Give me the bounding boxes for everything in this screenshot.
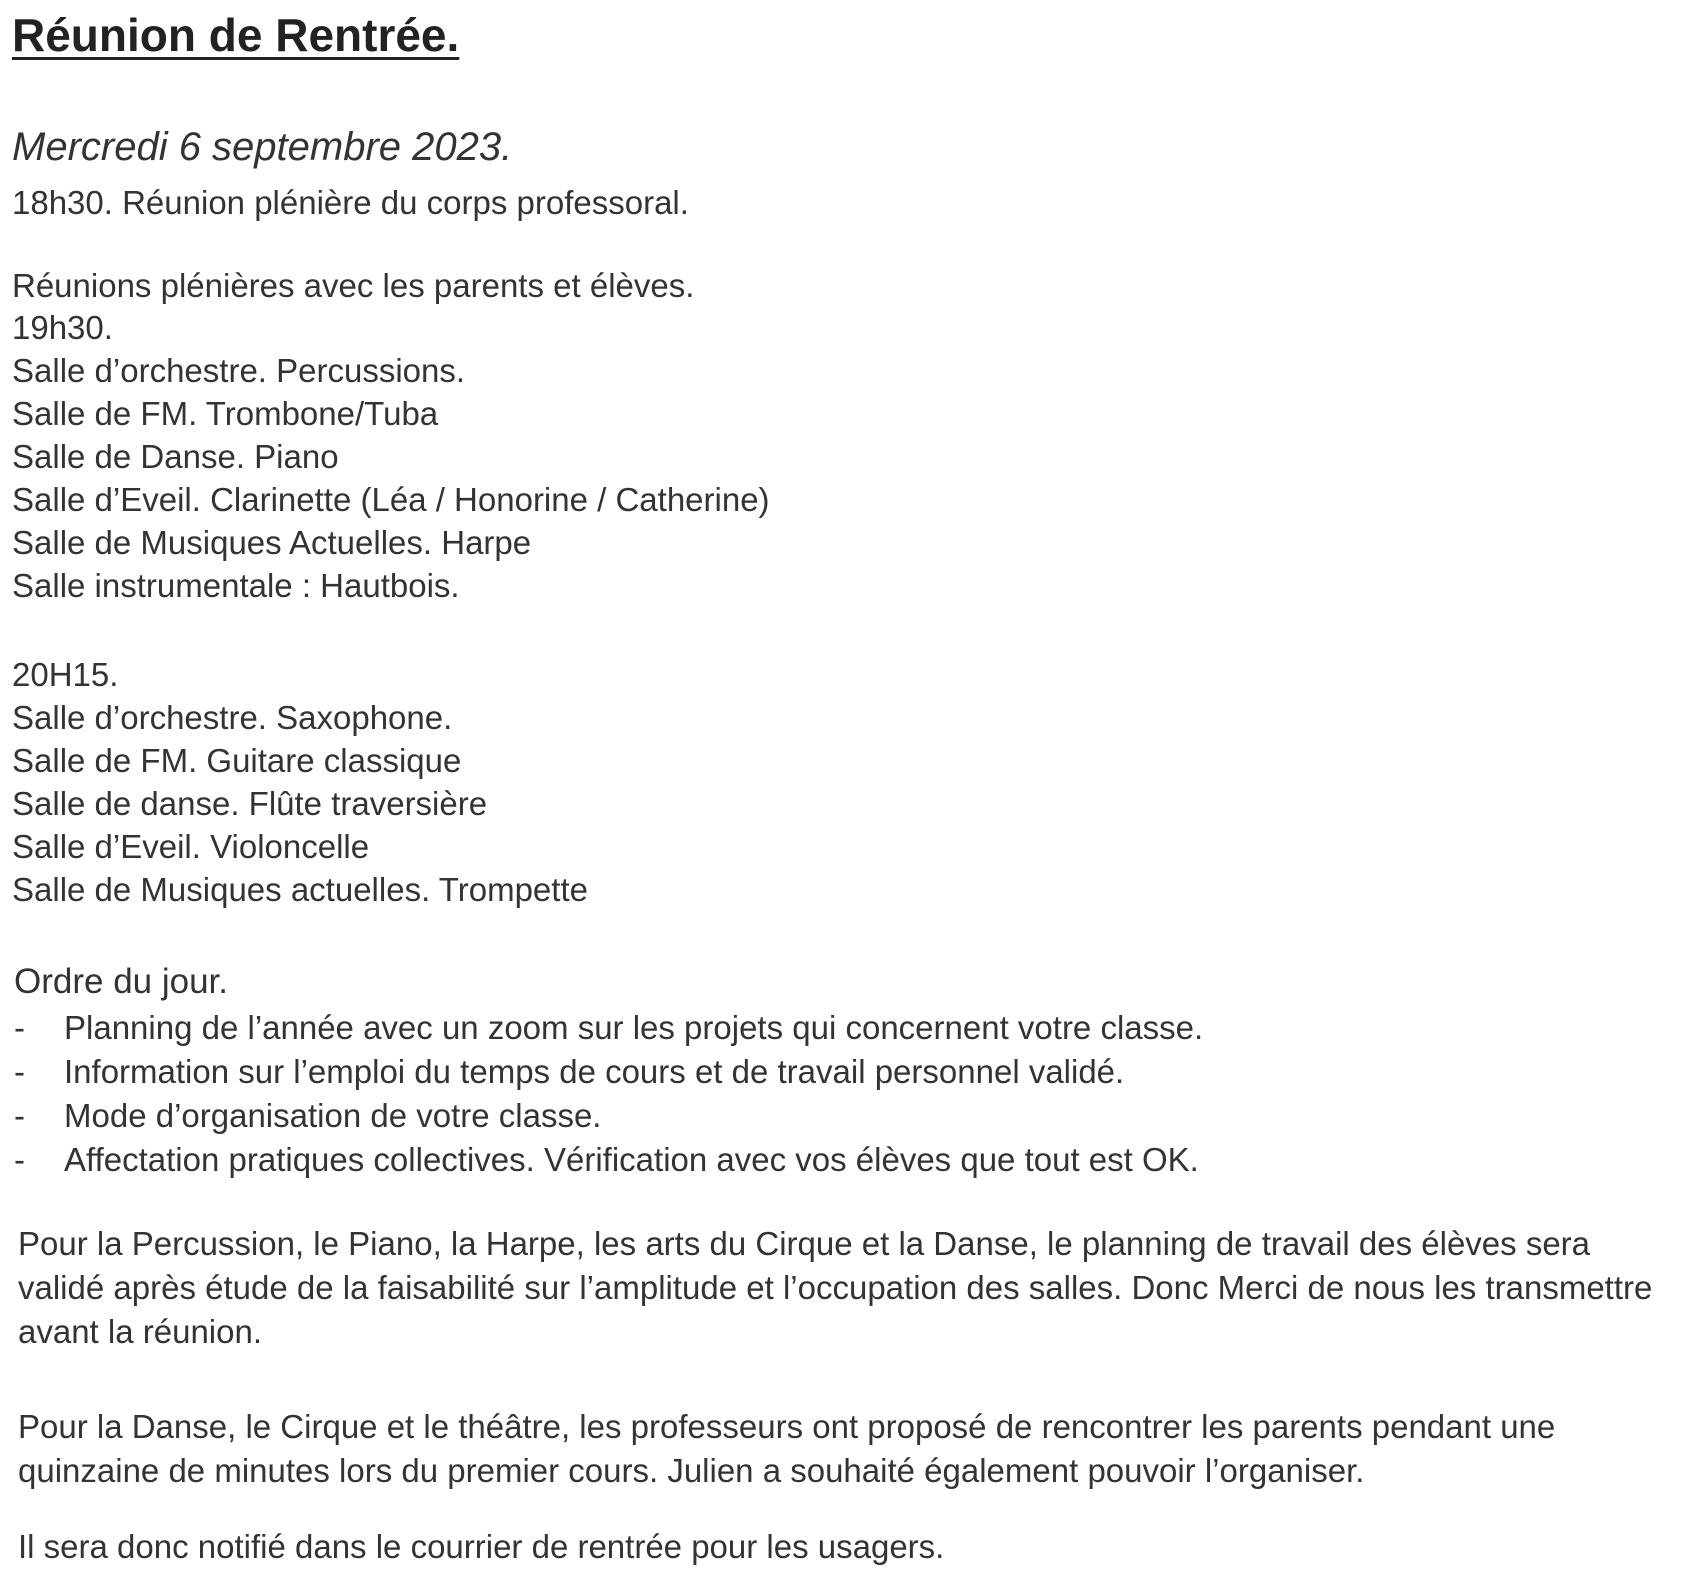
session-2-room: Salle de danse. Flûte traversière xyxy=(12,785,488,822)
session-2-room: Salle de Musiques actuelles. Trompette xyxy=(12,871,588,908)
session-1-room: Salle d’orchestre. Percussions. xyxy=(12,352,466,389)
paragraph-first-lesson: Pour la Danse, le Cirque et le théâtre, les professeurs ont proposé de rencontrer les parents pendant une quinzaine de minutes lors du premier cours. Julien a souhaité également pouvoir l’organiser. xyxy=(18,1408,1556,1489)
session-1-room: Salle d’Eveil. Clarinette (Léa / Honorine / Catherine) xyxy=(12,481,770,518)
parents-meetings-heading: Réunions plénières avec les parents et élèves. xyxy=(12,267,695,304)
paragraph-planning: Pour la Percussion, le Piano, la Harpe, les arts du Cirque et la Danse, le planning de travail des élèves sera validé après étude de la faisabilité sur l’amplitude et l’occupation des salles. Donc Merci de nous les transmettre avant la réunion. xyxy=(18,1225,1653,1350)
faculty-meeting-line: 18h30. Réunion plénière du corps professoral. xyxy=(12,184,689,221)
session-1-room: Salle instrumentale : Hautbois. xyxy=(12,567,460,604)
meeting-date: Mercredi 6 septembre 2023. xyxy=(12,125,513,169)
agenda-item xyxy=(14,1094,1203,1138)
agenda-item-text: Planning de l’année avec un zoom sur les projets qui concernent votre classe. xyxy=(64,1009,1204,1046)
agenda-item-text: Mode d’organisation de votre classe. xyxy=(64,1097,602,1134)
session-2-room: Salle d’Eveil. Violoncelle xyxy=(12,828,370,865)
agenda-list xyxy=(14,1006,1203,1182)
session-2-room: Salle d’orchestre. Saxophone. xyxy=(12,699,453,736)
session-2-time: 20H15. xyxy=(12,656,119,693)
agenda-item-text: Affectation pratiques collectives. Vérification avec vos élèves que tout est OK. xyxy=(64,1141,1199,1178)
agenda-item xyxy=(14,1138,1203,1182)
bullet-dash: - xyxy=(14,1097,25,1134)
session-1-room: Salle de Danse. Piano xyxy=(12,438,339,475)
session-1-time: 19h30. xyxy=(12,309,113,346)
agenda-item xyxy=(14,1050,1203,1094)
session-2-room: Salle de FM. Guitare classique xyxy=(12,742,462,779)
session-1-room: Salle de Musiques Actuelles. Harpe xyxy=(12,524,532,561)
paragraph-notification: Il sera donc notifié dans le courrier de rentrée pour les usagers. xyxy=(18,1528,945,1565)
agenda-item-text: Information sur l’emploi du temps de cours et de travail personnel validé. xyxy=(64,1053,1125,1090)
agenda-item xyxy=(14,1006,1203,1050)
bullet-dash: - xyxy=(14,1009,25,1046)
bullet-dash: - xyxy=(14,1053,25,1090)
session-1-room: Salle de FM. Trombone/Tuba xyxy=(12,395,439,432)
document-title: Réunion de Rentrée. xyxy=(12,9,460,61)
agenda-heading: Ordre du jour. xyxy=(14,962,228,1001)
bullet-dash: - xyxy=(14,1141,25,1178)
